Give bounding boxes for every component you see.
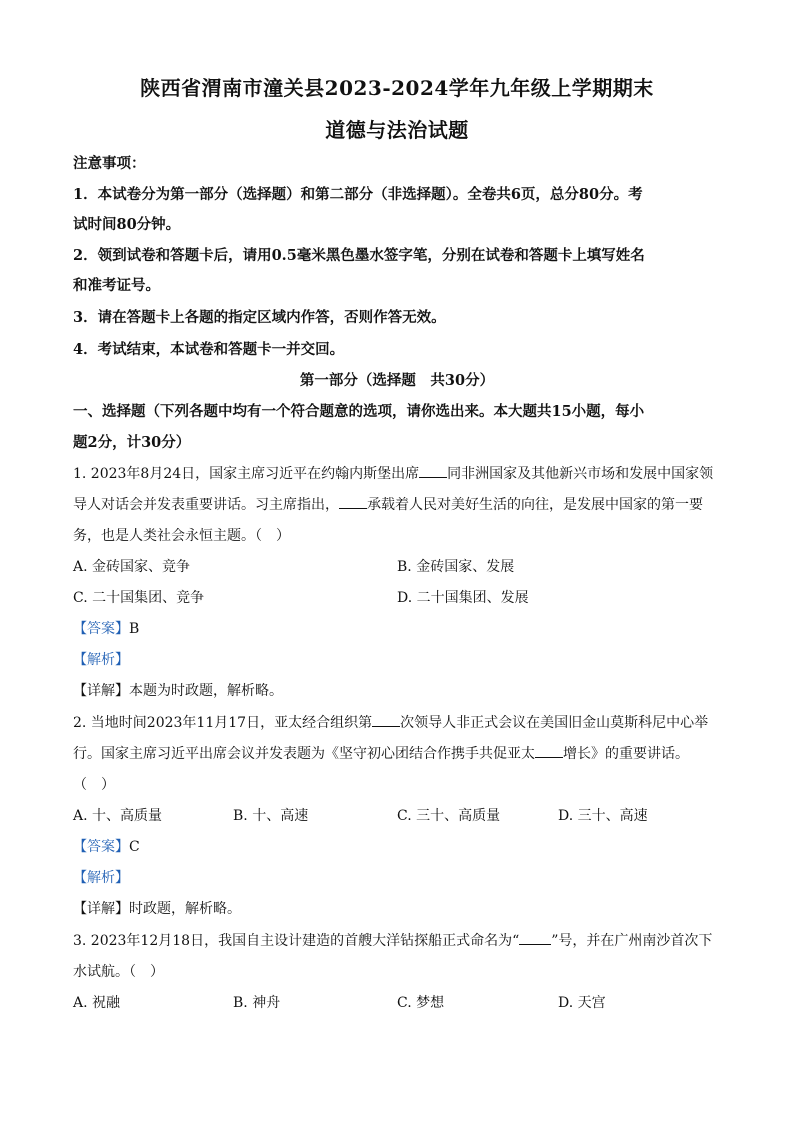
question-2-text (73, 712, 708, 732)
option-c: C. 梦想 (397, 995, 445, 1011)
answer-tag: 【答案】 (73, 621, 129, 637)
option-a: A. 金砖国家、竞争 (73, 559, 191, 575)
question-text-segment: 导人对话会并发表重要讲话。习主席指出， (73, 497, 339, 513)
question-text-segment: 行。国家主席习近平出席会议并发表题为《坚守初心团结合作携手共促亚太 (73, 746, 535, 762)
exam-title-line1: 陕西省渭南市潼关县2023-2024学年九年级上学期期末 (140, 76, 654, 100)
question-text-segment: 1. 2023年8月24日，国家主席习近平在约翰内斯堡出席 (73, 466, 420, 482)
answer-blank (339, 496, 367, 509)
question-text-segment: 承载着人民对美好生活的向往，是发展中国家的第一要 (367, 497, 703, 513)
answer-value: B (129, 621, 140, 637)
option-d: D. 二十国集团、发展 (397, 590, 529, 606)
notice-item: 2．领到试卷和答题卡后，请用0.5毫米黑色墨水签字笔，分别在试卷和答题卡上填写姓名 (73, 247, 645, 264)
notice-heading: 注意事项： (73, 155, 146, 172)
question-text-segment: 次领导人非正式会议在美国旧金山莫斯科尼中心举 (400, 715, 709, 731)
detail-line (73, 680, 283, 700)
analysis-tag: 【解析】 (73, 870, 129, 886)
option-b: B. 十、高速 (233, 808, 309, 824)
question-2-text: （ ） (73, 777, 115, 793)
question-1-text: 务，也是人类社会永恒主题。（ ） (73, 528, 290, 544)
answer-blank (419, 465, 447, 478)
question-text-segment: 3. 2023年12月18日，我国自主设计建造的首艘大洋钻探船正式命名为“ (73, 933, 520, 949)
option-c: C. 三十、高质量 (397, 808, 501, 824)
answer-tag: 【答案】 (73, 839, 129, 855)
question-text-segment: ”号，并在广州南沙首次下 (551, 933, 713, 949)
notice-item: 和准考证号。 (73, 277, 160, 294)
detail-tag: 【详解】 (73, 683, 129, 699)
notice-item: 4．考试结束，本试卷和答题卡一并交回。 (73, 341, 345, 358)
option-c: C. 二十国集团、竞争 (73, 590, 205, 606)
analysis-tag: 【解析】 (73, 652, 129, 668)
notice-item: 1．本试卷分为第一部分（选择题）和第二部分（非选择题）。全卷共6页，总分80分。考 (73, 186, 643, 203)
analysis-line (73, 649, 129, 669)
question-2-text (73, 743, 689, 763)
detail-text: 本题为时政题，解析略。 (129, 683, 283, 699)
answer-blank (535, 745, 563, 758)
answer-value: C (129, 839, 140, 855)
question-3-text: 水试航。（ ） (73, 964, 164, 980)
answer-blank (519, 932, 551, 945)
detail-text: 时政题，解析略。 (129, 901, 241, 917)
option-a: A. 十、高质量 (73, 808, 163, 824)
exam-title-line2: 道德与法治试题 (325, 118, 469, 142)
option-d: D. 天宫 (558, 995, 606, 1011)
answer-blank (372, 714, 400, 727)
section-instruction: 题2分，计30分） (73, 434, 191, 451)
notice-item: 3．请在答题卡上各题的指定区域内作答，否则作答无效。 (73, 309, 446, 326)
option-b: B. 神舟 (233, 995, 281, 1011)
question-1-text (73, 463, 713, 483)
option-d: D. 三十、高速 (558, 808, 648, 824)
detail-line (73, 898, 241, 918)
option-b: B. 金砖国家、发展 (397, 559, 515, 575)
analysis-line (73, 867, 129, 887)
question-3-text (73, 930, 712, 950)
detail-tag: 【详解】 (73, 901, 129, 917)
question-1-text (73, 494, 703, 514)
question-text-segment: 2. 当地时间2023年11月17日，亚太经合组织第 (73, 715, 373, 731)
question-text-segment: 同非洲国家及其他新兴市场和发展中国家领 (447, 466, 714, 482)
question-text-segment: 增长》的重要讲话。 (563, 746, 689, 762)
answer-line (73, 836, 140, 856)
option-a: A. 祝融 (73, 995, 121, 1011)
answer-line (73, 618, 139, 638)
section-instruction: 一、选择题（下列各题中均有一个符合题意的选项，请你选出来。本大题共15小题，每小 (73, 403, 645, 420)
part1-heading: 第一部分（选择题 共30分） (299, 372, 495, 389)
notice-item: 试时间80分钟。 (73, 216, 181, 233)
